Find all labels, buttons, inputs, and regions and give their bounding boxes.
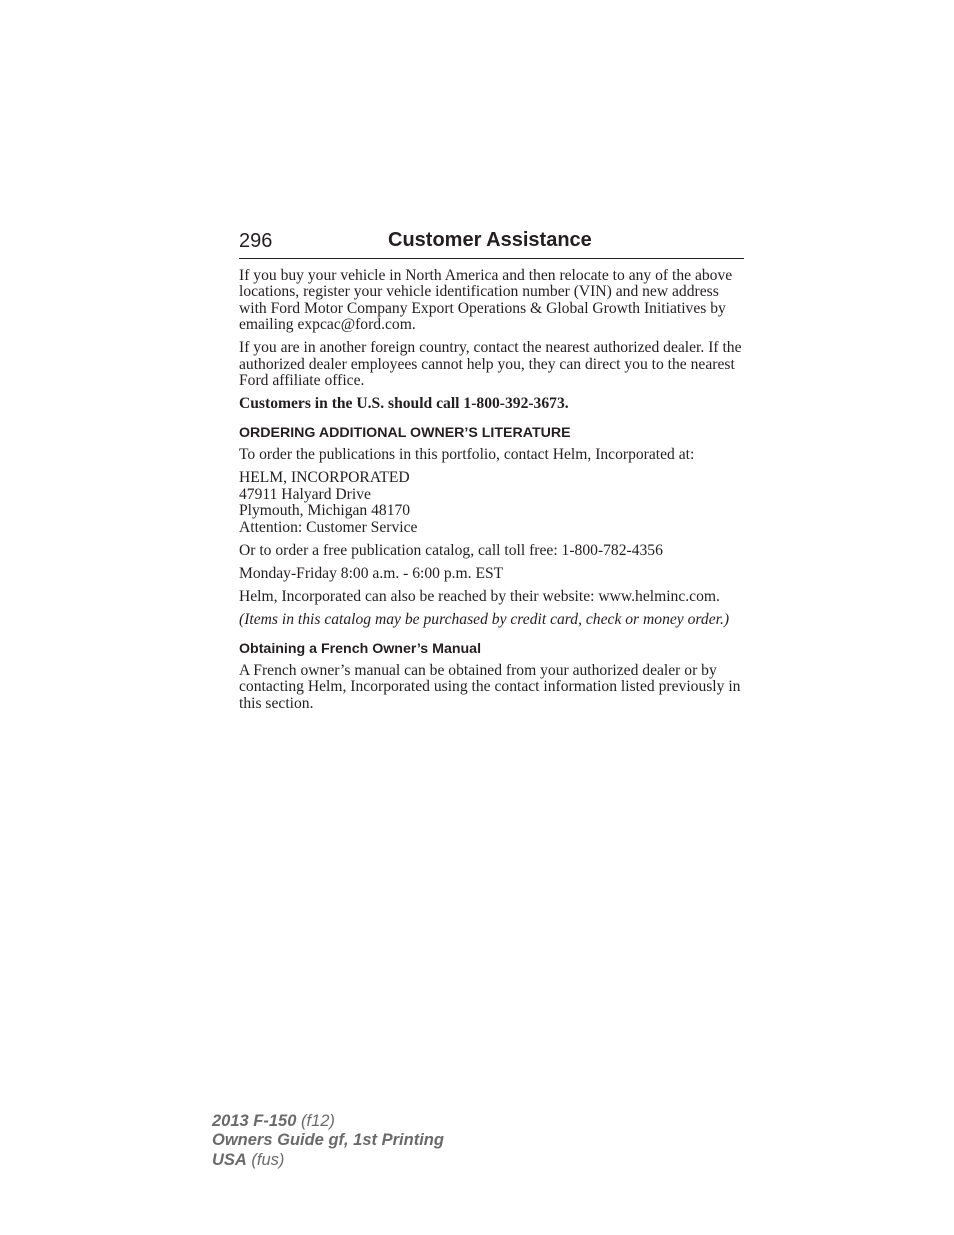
footer-model: 2013 F-150 <box>212 1112 297 1130</box>
page-header <box>239 228 744 259</box>
us-call-paragraph: Customers in the U.S. should call 1-800-392-3673. <box>239 395 569 413</box>
catalog-call-paragraph: Or to order a free publication catalog, call toll free: 1-800-782-4356 <box>239 541 663 559</box>
address-line: Plymouth, Michigan 48170 <box>239 502 411 520</box>
payment-note: (Items in this catalog may be purchased by credit card, check or money order.) <box>239 610 730 628</box>
address-line: HELM, INCORPORATED <box>239 469 410 487</box>
footer-region: USA <box>212 1150 247 1169</box>
footer-model-line <box>212 1112 444 1131</box>
ordering-intro: To order the publications in this portfolio, contact Helm, Incorporated at: <box>239 446 695 464</box>
foreign-country-paragraph: If you are in another foreign country, contact the nearest authorized dealer. If the authorized dealer employees cannot help you, they can direct you to the nearest Ford affiliate office. <box>239 339 742 390</box>
footer-printing-line: Owners Guide gf, 1st Printing <box>212 1131 444 1150</box>
address-line: 47911 Halyard Drive <box>239 485 371 503</box>
page-number: 296 <box>239 230 273 252</box>
website-paragraph: Helm, Incorporated can also be reached by their website: www.helminc.com. <box>239 587 720 605</box>
section-heading-french-manual: Obtaining a French Owner’s Manual <box>239 641 482 658</box>
footer-region-line <box>212 1151 444 1170</box>
helm-address <box>239 470 747 536</box>
page-body <box>239 268 747 719</box>
page-title: Customer Assistance <box>388 229 592 251</box>
address-line: Attention: Customer Service <box>239 518 418 536</box>
french-manual-paragraph: A French owner’s manual can be obtained from your authorized dealer or by contacting Helm, Incorporated using the contact information listed previously in this section. <box>239 662 741 712</box>
page-footer <box>212 1112 444 1170</box>
footer-model-code: (f12) <box>296 1112 335 1130</box>
footer-region-code: (fus) <box>246 1150 285 1169</box>
hours-paragraph: Monday-Friday 8:00 a.m. - 6:00 p.m. EST <box>239 564 504 582</box>
relocation-paragraph: If you buy your vehicle in North America and then relocate to any of the above locations, register your vehicle identification number (VIN) and new address with Ford Motor Company Export Operations & Global Growth Initiatives by emailing expcac@ford.com. <box>239 267 733 334</box>
section-heading-ordering-literature: ORDERING ADDITIONAL OWNER’S LITERATURE <box>239 425 571 442</box>
